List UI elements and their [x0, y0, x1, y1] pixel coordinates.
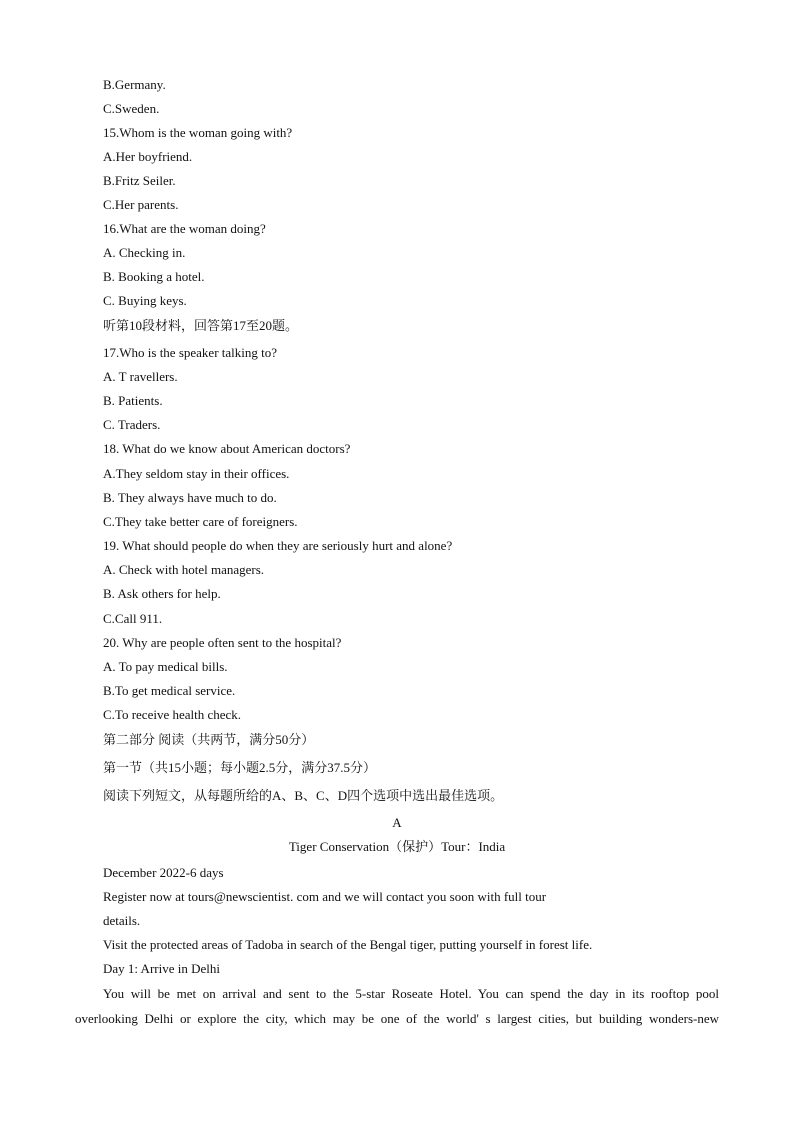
reading-instruction: 阅读下列短文，从每题所给的A、B、C、D四个选项中选出最佳选项。 [103, 788, 504, 803]
question-19: 19. What should people do when they are seriously hurt and alone? [103, 538, 453, 553]
part-two-heading: 第二部分 阅读（共两节，满分50分） [103, 732, 315, 747]
q15-option-c: C.Her parents. [103, 197, 179, 212]
register-line-1: Register now at tours@newscientist. com and we will contact you soon with full tour [103, 889, 547, 904]
q16-option-c: C. Buying keys. [103, 293, 187, 308]
question-15: 15.Whom is the woman going with? [103, 125, 293, 140]
day1-heading: Day 1: Arrive in Delhi [103, 961, 220, 976]
question-17: 17.Who is the speaker talking to? [103, 345, 278, 360]
q17-option-c: C. Traders. [103, 417, 161, 432]
q18-option-b: B. They always have much to do. [103, 490, 277, 505]
q15-option-a: A.Her boyfriend. [103, 149, 193, 164]
q20-option-c: C.To receive health check. [103, 707, 242, 722]
question-18: 18. What do we know about American doctors? [103, 441, 351, 456]
tour-date: December 2022-6 days [103, 865, 224, 880]
register-line-2: details. [103, 913, 141, 928]
passage-label: A [392, 815, 402, 830]
q18-option-c: C.They take better care of foreigners. [103, 514, 298, 529]
day1-paragraph-line-1: You will be met on arrival and sent to the 5-star Roseate Hotel. You can spend the day in its rooftop pool [103, 986, 719, 1001]
q18-option-a: A.They seldom stay in their offices. [103, 466, 290, 481]
q16-option-b: B. Booking a hotel. [103, 269, 205, 284]
q15-option-b: B.Fritz Seiler. [103, 173, 176, 188]
q17-option-a: A. T ravellers. [103, 369, 178, 384]
section-instruction-10: 听第10段材料，回答第17至20题。 [103, 318, 299, 333]
q20-option-a: A. To pay medical bills. [103, 659, 228, 674]
q19-option-b: B. Ask others for help. [103, 586, 221, 601]
tour-intro: Visit the protected areas of Tadoba in search of the Bengal tiger, putting yourself in forest life. [103, 937, 593, 952]
option-c-sweden: C.Sweden. [103, 101, 160, 116]
question-16: 16.What are the woman doing? [103, 221, 266, 236]
q16-option-a: A. Checking in. [103, 245, 186, 260]
day1-paragraph-line-2: overlooking Delhi or explore the city, which may be one of the world' s largest cities, but building wonders-new [75, 1011, 719, 1026]
q19-option-a: A. Check with hotel managers. [103, 562, 265, 577]
question-20: 20. Why are people often sent to the hospital? [103, 635, 342, 650]
option-b-germany: B.Germany. [103, 77, 166, 92]
q17-option-b: B. Patients. [103, 393, 163, 408]
passage-title: Tiger Conservation（保护）Tour：India [288, 839, 506, 854]
q20-option-b: B.To get medical service. [103, 683, 236, 698]
section-one-heading: 第一节（共15小题；每小题2.5分，满分37.5分） [103, 760, 377, 775]
q19-option-c: C.Call 911. [103, 611, 163, 626]
